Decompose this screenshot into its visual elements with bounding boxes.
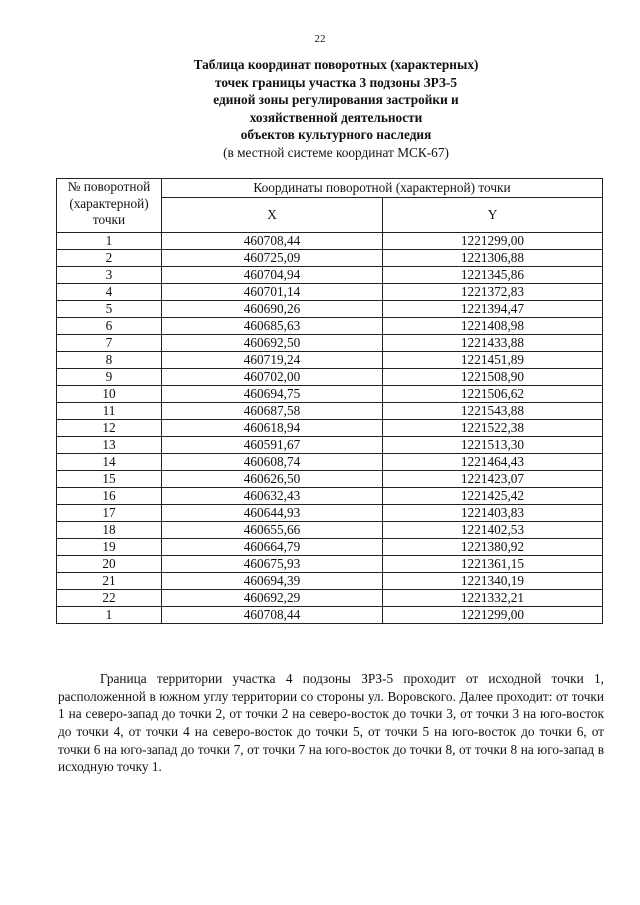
table-row bbox=[57, 386, 603, 403]
table-row bbox=[57, 522, 603, 539]
cell-x: 460694,39 bbox=[162, 573, 383, 590]
cell-point-number: 1 bbox=[57, 233, 162, 250]
cell-point-number: 20 bbox=[57, 556, 162, 573]
cell-x: 460701,14 bbox=[162, 284, 383, 301]
table-row bbox=[57, 335, 603, 352]
cell-y: 1221332,21 bbox=[383, 590, 603, 607]
table-row bbox=[57, 284, 603, 301]
cell-y: 1221345,86 bbox=[383, 267, 603, 284]
table-row bbox=[57, 505, 603, 522]
title-line: Таблица координат поворотных (характерных) bbox=[193, 57, 479, 72]
cell-point-number: 21 bbox=[57, 573, 162, 590]
document-title bbox=[60, 56, 612, 162]
cell-y: 1221513,30 bbox=[383, 437, 603, 454]
cell-x: 460725,09 bbox=[162, 250, 383, 267]
cell-point-number: 16 bbox=[57, 488, 162, 505]
cell-point-number: 7 bbox=[57, 335, 162, 352]
cell-point-number: 15 bbox=[57, 471, 162, 488]
cell-y: 1221372,83 bbox=[383, 284, 603, 301]
table-row bbox=[57, 573, 603, 590]
cell-point-number: 8 bbox=[57, 352, 162, 369]
cell-point-number: 6 bbox=[57, 318, 162, 335]
cell-x: 460655,66 bbox=[162, 522, 383, 539]
table-row bbox=[57, 352, 603, 369]
cell-y: 1221543,88 bbox=[383, 403, 603, 420]
cell-point-number: 13 bbox=[57, 437, 162, 454]
cell-y: 1221451,89 bbox=[383, 352, 603, 369]
page-number: 22 bbox=[314, 33, 326, 45]
cell-x: 460685,63 bbox=[162, 318, 383, 335]
cell-x: 460692,29 bbox=[162, 590, 383, 607]
cell-point-number: 22 bbox=[57, 590, 162, 607]
boundary-description: Граница территории участка 4 подзоны ЗРЗ-5 проходит от исходной точки 1, расположенной в южном углу территории со стороны ул. Воровского. Далее проходит: от точки 1 на северо-запад до точки 2, от точки 2 на северо-восток до точки 3, от точки 3 на юго-восток до точки 4, от точки 4 на северо-восток до точки 5, от точки 5 на юго-восток до точки 6, от точки 6 на юго-запад до точки 7, от точки 7 на юго-восток до точки 8, от точки 8 на юго-запад в исходную точку 1. bbox=[58, 671, 604, 775]
cell-x: 460632,43 bbox=[162, 488, 383, 505]
cell-point-number: 17 bbox=[57, 505, 162, 522]
table-row bbox=[57, 590, 603, 607]
cell-y: 1221433,88 bbox=[383, 335, 603, 352]
cell-x: 460690,26 bbox=[162, 301, 383, 318]
cell-y: 1221380,92 bbox=[383, 539, 603, 556]
cell-point-number: 19 bbox=[57, 539, 162, 556]
table-row bbox=[57, 267, 603, 284]
cell-y: 1221506,62 bbox=[383, 386, 603, 403]
table-row bbox=[57, 403, 603, 420]
cell-x: 460708,44 bbox=[162, 607, 383, 624]
cell-point-number: 10 bbox=[57, 386, 162, 403]
cell-point-number: 4 bbox=[57, 284, 162, 301]
cell-y: 1221361,15 bbox=[383, 556, 603, 573]
cell-x: 460719,24 bbox=[162, 352, 383, 369]
cell-y: 1221508,90 bbox=[383, 369, 603, 386]
table-row bbox=[57, 556, 603, 573]
cell-y: 1221425,42 bbox=[383, 488, 603, 505]
coordinates-table bbox=[56, 178, 603, 624]
cell-x: 460692,50 bbox=[162, 335, 383, 352]
cell-y: 1221299,00 bbox=[383, 233, 603, 250]
table-body bbox=[57, 233, 603, 624]
cell-x: 460675,93 bbox=[162, 556, 383, 573]
cell-x: 460704,94 bbox=[162, 267, 383, 284]
table-row bbox=[57, 318, 603, 335]
table-row bbox=[57, 301, 603, 318]
cell-point-number: 5 bbox=[57, 301, 162, 318]
table-row bbox=[57, 454, 603, 471]
cell-point-number: 9 bbox=[57, 369, 162, 386]
cell-y: 1221522,38 bbox=[383, 420, 603, 437]
cell-point-number: 2 bbox=[57, 250, 162, 267]
title-line: точек границы участка 3 подзоны ЗРЗ-5 bbox=[215, 74, 457, 90]
cell-y: 1221408,98 bbox=[383, 318, 603, 335]
cell-point-number: 3 bbox=[57, 267, 162, 284]
cell-point-number: 1 bbox=[57, 607, 162, 624]
cell-point-number: 12 bbox=[57, 420, 162, 437]
table-row bbox=[57, 607, 603, 624]
cell-point-number: 11 bbox=[57, 403, 162, 420]
cell-y: 1221402,53 bbox=[383, 522, 603, 539]
table-row bbox=[57, 369, 603, 386]
table-row bbox=[57, 233, 603, 250]
cell-y: 1221299,00 bbox=[383, 607, 603, 624]
cell-y: 1221306,88 bbox=[383, 250, 603, 267]
title-subtitle: (в местной системе координат МСК-67) bbox=[223, 144, 449, 160]
header-x: X bbox=[162, 198, 383, 233]
table-row bbox=[57, 488, 603, 505]
title-line: хозяйственной деятельности bbox=[249, 109, 423, 125]
cell-y: 1221340,19 bbox=[383, 573, 603, 590]
cell-point-number: 18 bbox=[57, 522, 162, 539]
table-row bbox=[57, 437, 603, 454]
header-point-number: № поворотной (характерной) точки bbox=[57, 179, 162, 233]
cell-x: 460702,00 bbox=[162, 369, 383, 386]
title-line: единой зоны регулирования застройки и bbox=[213, 92, 459, 108]
table-row bbox=[57, 250, 603, 267]
cell-x: 460644,93 bbox=[162, 505, 383, 522]
cell-x: 460708,44 bbox=[162, 233, 383, 250]
table-row bbox=[57, 420, 603, 437]
cell-x: 460664,79 bbox=[162, 539, 383, 556]
cell-point-number: 14 bbox=[57, 454, 162, 471]
cell-x: 460626,50 bbox=[162, 471, 383, 488]
cell-y: 1221423,07 bbox=[383, 471, 603, 488]
cell-x: 460591,67 bbox=[162, 437, 383, 454]
header-coordinates: Координаты поворотной (характерной) точки bbox=[162, 179, 603, 198]
header-y: Y bbox=[383, 198, 603, 233]
table-row bbox=[57, 471, 603, 488]
cell-y: 1221394,47 bbox=[383, 301, 603, 318]
cell-x: 460608,74 bbox=[162, 454, 383, 471]
cell-y: 1221464,43 bbox=[383, 454, 603, 471]
title-line: объектов культурного наследия bbox=[240, 127, 432, 143]
cell-y: 1221403,83 bbox=[383, 505, 603, 522]
cell-x: 460618,94 bbox=[162, 420, 383, 437]
cell-x: 460694,75 bbox=[162, 386, 383, 403]
cell-x: 460687,58 bbox=[162, 403, 383, 420]
table-row bbox=[57, 539, 603, 556]
